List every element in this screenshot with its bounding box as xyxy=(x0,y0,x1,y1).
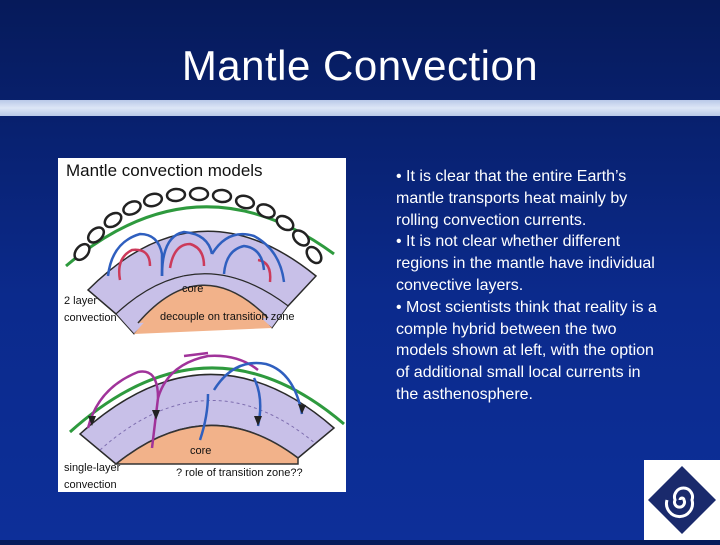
two-layer-model xyxy=(64,188,334,334)
top-core-label: core xyxy=(182,283,204,295)
bottom-note: ? role of transition zone?? xyxy=(176,467,303,479)
single-layer-model xyxy=(64,353,344,491)
top-model-label-1: 2 layer xyxy=(64,295,98,307)
mantle-convection-diagram xyxy=(58,158,346,492)
spiral-logo-icon xyxy=(644,460,720,540)
bottom-model-label-2: convection xyxy=(64,479,117,491)
logo-svg xyxy=(644,460,720,540)
diagram-title: Mantle convection models xyxy=(66,161,263,180)
title-divider xyxy=(0,100,720,116)
top-note: decouple on transition zone xyxy=(160,311,295,323)
top-model-label-2: convection xyxy=(64,312,117,324)
bottom-model-label-1: single-layer xyxy=(64,462,121,474)
diagram-svg xyxy=(58,158,346,492)
slide-title: Mantle Convection xyxy=(181,42,539,89)
bullet-2: • It is not clear whether different regions in the mantle have individual convective layers. xyxy=(396,233,655,294)
bullet-1: • It is clear that the entire Earth’s mantle transports heat mainly by rolling convection currents. xyxy=(396,168,628,229)
bottom-core-label: core xyxy=(190,445,212,457)
bullet-3: • Most scientists think that reality is a comple hybrid between the two models shown at left, with the option of additional small local currents in the asthenosphere. xyxy=(396,298,657,403)
slide-body xyxy=(396,166,666,406)
